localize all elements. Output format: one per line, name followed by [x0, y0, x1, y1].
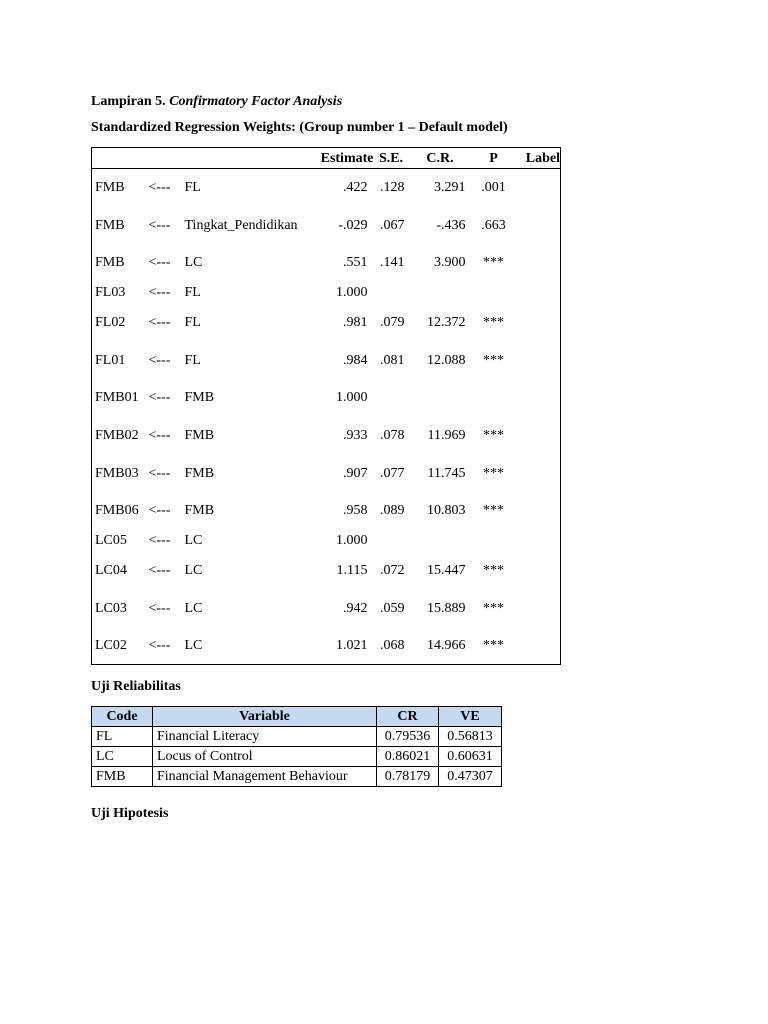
- label-value: [516, 244, 561, 282]
- dependent-variable: FL01: [95, 352, 126, 368]
- dependent-variable: FMB01: [95, 390, 139, 406]
- cr-value: [409, 379, 472, 417]
- p-value: .663: [481, 217, 506, 233]
- estimate-value: .551: [343, 255, 368, 271]
- header-code: Code: [92, 707, 153, 727]
- cr-cell: 0.78179: [377, 767, 439, 787]
- estimate-value: 1.021: [336, 638, 368, 654]
- header-label: Label: [516, 148, 561, 169]
- p-value: ***: [483, 638, 504, 654]
- table-row: [92, 304, 561, 342]
- table-row: [92, 627, 561, 665]
- p-value: [472, 530, 516, 552]
- label-value: [516, 492, 561, 530]
- page-title: Lampiran 5. Confirmatory Factor Analysis: [91, 94, 343, 109]
- se-value: .072: [380, 563, 405, 579]
- variable-cell: Financial Literacy: [153, 727, 377, 747]
- estimate-value: .981: [343, 314, 368, 330]
- ve-cell: 0.47307: [439, 767, 502, 787]
- label-value: [516, 530, 561, 552]
- independent-variable: FMB: [184, 503, 215, 519]
- header-cr: CR: [377, 707, 439, 727]
- independent-variable: LC: [184, 563, 203, 579]
- reliability-table: [91, 706, 502, 787]
- estimate-value: 1.000: [336, 285, 368, 301]
- p-value: [472, 379, 516, 417]
- estimate-value: 1.000: [336, 533, 368, 549]
- p-value: ***: [483, 255, 504, 271]
- independent-variable: FMB: [184, 390, 215, 406]
- label-value: [516, 627, 561, 665]
- dependent-variable: FMB02: [95, 427, 139, 443]
- table-row: [92, 492, 561, 530]
- hypothesis-heading: Uji Hipotesis: [91, 806, 169, 821]
- variable-cell: Locus of Control: [153, 747, 377, 767]
- dependent-variable: LC04: [95, 563, 127, 579]
- table-row: [92, 552, 561, 590]
- cr-value: [409, 282, 472, 304]
- p-value: ***: [483, 352, 504, 368]
- path-arrow: <---: [148, 427, 171, 443]
- code-cell: FL: [92, 727, 153, 747]
- estimate-value: .907: [343, 465, 368, 481]
- estimate-value: .422: [343, 180, 368, 196]
- table-row: [92, 244, 561, 282]
- cr-value: 15.447: [427, 563, 466, 579]
- dependent-variable: LC05: [95, 533, 127, 549]
- path-arrow: <---: [148, 600, 171, 616]
- se-value: [374, 530, 409, 552]
- path-arrow: <---: [148, 217, 171, 233]
- dependent-variable: FMB: [95, 217, 125, 233]
- dependent-variable: FMB06: [95, 503, 139, 519]
- cr-value: 14.966: [427, 638, 466, 654]
- table-row: [92, 417, 561, 455]
- path-arrow: <---: [148, 503, 171, 519]
- cr-value: 3.900: [434, 255, 466, 271]
- path-arrow: <---: [148, 285, 171, 301]
- label-value: [516, 206, 561, 244]
- estimate-value: .958: [343, 503, 368, 519]
- estimate-value: .933: [343, 427, 368, 443]
- dependent-variable: LC03: [95, 600, 127, 616]
- p-value: ***: [483, 465, 504, 481]
- label-value: [516, 589, 561, 627]
- cr-value: 15.889: [427, 600, 466, 616]
- label-value: [516, 304, 561, 342]
- cr-value: 12.088: [427, 352, 466, 368]
- independent-variable: FMB: [184, 465, 215, 481]
- reliability-row: [92, 727, 502, 747]
- cr-value: 10.803: [427, 503, 466, 519]
- independent-variable: FL: [184, 314, 201, 330]
- cr-value: [409, 530, 472, 552]
- cr-value: 3.291: [434, 180, 466, 196]
- table-header-row: [92, 148, 561, 169]
- cr-cell: 0.79536: [377, 727, 439, 747]
- se-value: .089: [380, 503, 405, 519]
- reliability-row: [92, 767, 502, 787]
- path-arrow: <---: [148, 465, 171, 481]
- cr-value: 11.745: [427, 465, 466, 481]
- reliability-row: [92, 747, 502, 767]
- table-row: [92, 530, 561, 552]
- p-value: ***: [483, 503, 504, 519]
- independent-variable: LC: [184, 255, 203, 271]
- cr-cell: 0.86021: [377, 747, 439, 767]
- header-se: S.E.: [374, 148, 409, 169]
- label-value: [516, 417, 561, 455]
- code-cell: LC: [92, 747, 153, 767]
- se-value: .068: [380, 638, 405, 654]
- page-title-italic: Confirmatory Factor Analysis: [169, 94, 343, 109]
- se-value: .128: [380, 180, 405, 196]
- label-value: [516, 379, 561, 417]
- se-value: .081: [380, 352, 405, 368]
- dependent-variable: FL02: [95, 314, 126, 330]
- table-row: [92, 206, 561, 244]
- path-arrow: <---: [148, 638, 171, 654]
- se-value: .079: [380, 314, 405, 330]
- regression-weights-table: [91, 147, 561, 665]
- table-row: [92, 282, 561, 304]
- header-estimate: Estimate: [317, 148, 374, 169]
- p-value: [472, 282, 516, 304]
- p-value: .001: [481, 180, 506, 196]
- p-value: ***: [483, 314, 504, 330]
- path-arrow: <---: [148, 563, 171, 579]
- label-value: [516, 454, 561, 492]
- dependent-variable: LC02: [95, 638, 127, 654]
- independent-variable: Tingkat_Pendidikan: [184, 217, 298, 233]
- cr-value: 11.969: [427, 427, 466, 443]
- ve-cell: 0.56813: [439, 727, 502, 747]
- table-row: [92, 341, 561, 379]
- header-p: P: [472, 148, 516, 169]
- path-arrow: <---: [148, 352, 171, 368]
- label-value: [516, 552, 561, 590]
- label-value: [516, 282, 561, 304]
- independent-variable: FL: [184, 285, 201, 301]
- table-row: [92, 454, 561, 492]
- se-value: .141: [380, 255, 405, 271]
- se-value: .059: [380, 600, 405, 616]
- path-arrow: <---: [148, 390, 171, 406]
- path-arrow: <---: [148, 180, 171, 196]
- header-ve: VE: [439, 707, 502, 727]
- header-variable: Variable: [153, 707, 377, 727]
- code-cell: FMB: [92, 767, 153, 787]
- independent-variable: FL: [184, 352, 201, 368]
- table-caption: Standardized Regression Weights: (Group number 1 – Default model): [91, 120, 508, 135]
- reliability-heading: Uji Reliabilitas: [91, 679, 181, 694]
- p-value: ***: [483, 427, 504, 443]
- table-row: [92, 589, 561, 627]
- p-value: ***: [483, 563, 504, 579]
- path-arrow: <---: [148, 533, 171, 549]
- se-value: .077: [380, 465, 405, 481]
- se-value: [374, 379, 409, 417]
- path-arrow: <---: [148, 314, 171, 330]
- cr-value: 12.372: [427, 314, 466, 330]
- estimate-value: .984: [343, 352, 368, 368]
- independent-variable: LC: [184, 638, 203, 654]
- label-value: [516, 169, 561, 207]
- independent-variable: LC: [184, 533, 203, 549]
- independent-variable: FMB: [184, 427, 215, 443]
- cr-value: -.436: [436, 217, 466, 233]
- estimate-value: 1.115: [336, 563, 368, 579]
- se-value: .078: [380, 427, 405, 443]
- estimate-value: .942: [343, 600, 368, 616]
- table-row: [92, 379, 561, 417]
- variable-cell: Financial Management Behaviour: [153, 767, 377, 787]
- dependent-variable: FMB03: [95, 465, 139, 481]
- independent-variable: FL: [184, 180, 201, 196]
- dependent-variable: FL03: [95, 285, 126, 301]
- reliability-header-row: [92, 707, 502, 727]
- label-value: [516, 341, 561, 379]
- table-row: [92, 169, 561, 207]
- se-value: [374, 282, 409, 304]
- independent-variable: LC: [184, 600, 203, 616]
- path-arrow: <---: [148, 255, 171, 271]
- header-cr: C.R.: [409, 148, 472, 169]
- estimate-value: 1.000: [336, 390, 368, 406]
- se-value: .067: [380, 217, 405, 233]
- dependent-variable: FMB: [95, 255, 125, 271]
- ve-cell: 0.60631: [439, 747, 502, 767]
- dependent-variable: FMB: [95, 180, 125, 196]
- p-value: ***: [483, 600, 504, 616]
- estimate-value: -.029: [338, 217, 368, 233]
